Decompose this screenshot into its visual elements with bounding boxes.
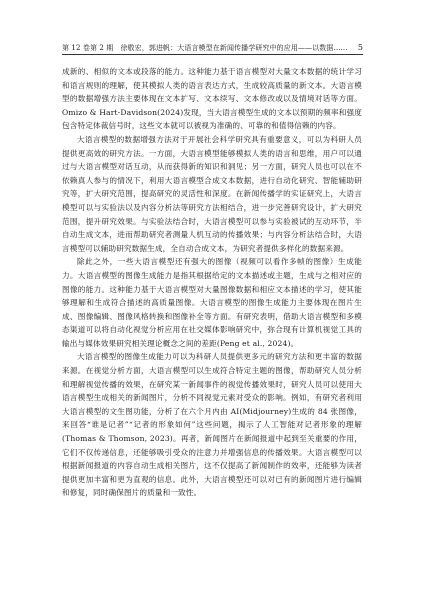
paragraph-2: 大语言模型的数据增强方法对于开展社会科学研究具有重要意义，可以为科研人员提供更高效的研究方法。一方面，大语言模型能够模拟人类的语言和思维，用户可以通过与大语言模型对话互动，从而获得新的知识和洞见；另一方面，研究人员也可以在不依赖真人参与的情况下，利用大语言模型合成文本数据，进行自动化研究、智能辅助研究等，扩大研究范围，提高研究的灵活性和深度。在新闻传播学的实证研究上，大语言模型可以与实验法以及内容分析法等研究方法相结合，进一步完善研究设计，扩大研究范围，提升研究效果。与实验法结合时，大语言模型可以参与实验被试的互动环节，半自动生成文本，进而帮助研究者测量人机互动的传播效果；与内容分析法结合时，大语言模型可以辅助研究数据生成，全自动合成文本，为研究者提供多样化的数据来源。 xyxy=(62,134,362,253)
running-header xyxy=(62,42,363,55)
paragraph-4: 大语言模型的图像生成能力可以为科研人员提供更多元的研究方法和更丰富的数据来源。在视觉分析方面，大语言模型可以生成符合特定主题的图像，帮助研究人员分析和理解视觉传播的效果，在研究某一新闻事件的视觉传播效果时，研究人员可以使用大语言模型生成相关的新闻图片，分析不同视觉元素对受众的影响。例如，有研究者利用大语言模型的文生图功能，分析了在六个月内由 AI(Midjourney)生成的 84 张图像，来回答“谁是记者”“记者的形象如何”这些问题，揭示了人工智能对记者形象的理解(Thomas & Thomson, 2023)。再者，新闻图片在新闻报道中起到至关重要的作用，它们不仅传递信息，还能够吸引受众的注意力并增强信息的传播效果。大语言模型可以根据新闻报道的内容自动生成相关图片，这不仅提高了新闻制作的效率，还能够为读者提供更加丰富和更为直观的信息。此外，大语言模型还可以对已有的新闻图片进行编辑和修复，同时确保图片的质量和一致性。 xyxy=(62,352,362,498)
page-number: 5 xyxy=(357,43,363,52)
paragraph-3: 除此之外，一些大语言模型还有强大的图像（视频可以看作多帧的图像）生成能力。大语言模型的图像生成能力是指其根据给定的文本描述或主题，生成与之相对应的图像的能力。这种能力基于大语言模型对大量图像数据和相应文本描述的学习，使其能够理解和生成符合描述的高质量图像。大语言模型的图像生成能力主要体现在图片生成、图像编辑、图像风格转换和图像补全等方面。有研究表明，借助大语言模型和多模态渠道可以将自动化视觉分析应用在社交媒体影响研究中，弥合现有计算机视觉工具的输出与媒体效果研究相关理论概念之间的差距(Peng et al., 2024)。 xyxy=(62,257,362,348)
body-text xyxy=(62,65,362,500)
header-journal-info: 第 12 卷第 2 期 徐敬宏，郭进帆：大语言模型在新闻传播学研究中的应用——以数据…… xyxy=(62,44,348,52)
paragraph-1: 成新的、相似的文本或段落的能力。这种能力基于语言模型对大量文本数据的统计学习和语言规则的理解，使其模拟人类的语言表达方式，生成较高质量的新文本。大语言模型的数据增强方法主要体现在文本扩写、文本续写、文本修改或以及情境对话等方面。Omizo & Hart-Davidson(2024)发现，当大语言模型生成的文本以预期的频率和强度包含特定体裁信号时，这些文本就可以被视为准确的、可靠的和值得信赖的内容。 xyxy=(62,67,362,131)
